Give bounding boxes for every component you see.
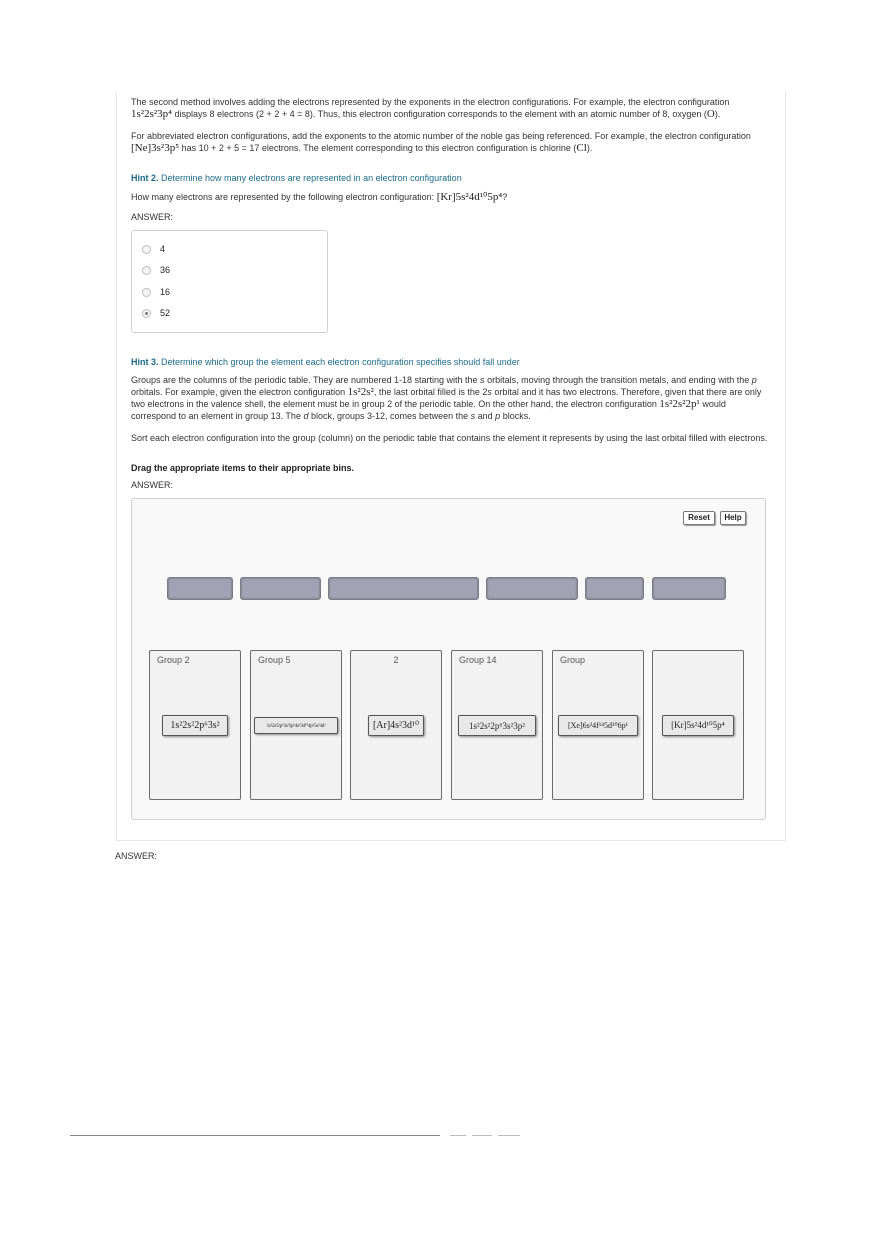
hint-content-panel (116, 92, 786, 841)
hint-3-paragraph-2: Sort each electron configuration into the group (column) on the periodic table that contains the element it represents by using the last orbital filled with electrons. (131, 433, 768, 443)
hint-2-heading[interactable] (131, 172, 771, 184)
item-formula: [Xe]6s²4f¹⁴5d¹⁰6p¹ (567, 721, 629, 730)
hint-2-label: Hint 2. (131, 173, 159, 183)
intro-p2-text2: has 10 + 2 + 5 = 17 electrons. The element corresponding to this electron configuration is chlorine ( (181, 143, 577, 153)
text-run: p (495, 411, 501, 421)
option-label: 16 (160, 287, 171, 297)
footer-divider (70, 1135, 440, 1136)
radio-button[interactable] (142, 245, 151, 254)
hint-3-paragraph-1 (131, 374, 773, 422)
bin-label: 2 (393, 655, 399, 665)
radio-button[interactable] (142, 266, 151, 275)
text-run: d (303, 411, 309, 421)
draggable-item[interactable] (162, 715, 228, 736)
text-run: would correspond to an element in group 13. The (131, 399, 726, 421)
option-label: 36 (160, 265, 171, 275)
footer-dash (450, 1135, 466, 1136)
bin-unlabeled[interactable] (652, 650, 744, 800)
bottom-answer-label: ANSWER: (115, 851, 158, 861)
intro-paragraph-1 (131, 96, 771, 120)
draggable-item[interactable] (368, 715, 424, 736)
text-run: p (751, 375, 757, 385)
draggable-item[interactable] (558, 715, 638, 736)
formula-ne-3s2-3p5: [Ne]3s²3p⁵ (131, 142, 180, 154)
bin-group[interactable] (552, 650, 644, 800)
bin-group-2[interactable] (149, 650, 241, 800)
hint-2-title: Determine how many electrons are represented in an electron configuration (161, 173, 462, 183)
bin-group-14[interactable] (451, 650, 543, 800)
draggable-item[interactable] (458, 715, 536, 736)
text-run: , the last orbital filled is the 2 (373, 387, 488, 397)
empty-item-slot[interactable] (240, 577, 321, 600)
option-label: 4 (160, 244, 166, 254)
text-run: Groups are the columns of the periodic table. They are numbered 1-18 starting with the (131, 375, 478, 385)
hint-3-answer-label: ANSWER: (131, 480, 174, 490)
symbol-chlorine: Cl (576, 142, 587, 154)
radio-button-selected[interactable] (142, 309, 151, 318)
text-run: and (477, 411, 493, 421)
text-run: orbital and it has two electrons. Therefore, given that there are only two electrons in the valence shell, the element must be in group 2 of the periodic table. On the other hand, the electron configuration (131, 387, 762, 409)
hint-2-question-mark: ? (502, 192, 508, 202)
footer-dash (472, 1135, 492, 1136)
hint-3-heading[interactable] (131, 356, 771, 368)
item-formula: 1s²2s²2p⁶3s² (170, 720, 220, 731)
bin-label: Group (560, 655, 586, 665)
option-label: 52 (160, 308, 171, 318)
intro-p1-text: The second method involves adding the electrons represented by the exponents in the electron configurations. For example, the electron configuration (131, 97, 730, 107)
hint-3-title: Determine which group the element each electron configuration specifies should fall under (161, 357, 520, 367)
intro-paragraph-2 (131, 130, 771, 154)
item-formula: [Ar]4s²3d¹⁰ (372, 720, 420, 731)
formula-1s2-2s2-3p4: 1s²2s²3p⁴ (131, 108, 172, 120)
text-run: orbitals. For example, given the electron configuration (131, 387, 346, 397)
empty-item-slot[interactable] (167, 577, 233, 600)
bin-label: Group 2 (157, 655, 190, 665)
empty-item-slot[interactable] (486, 577, 578, 600)
empty-item-slot[interactable] (652, 577, 726, 600)
symbol-oxygen: O (706, 108, 715, 120)
text-run: s (480, 375, 485, 385)
bin-label: Group 14 (459, 655, 497, 665)
text-run: s (470, 411, 476, 421)
text-run: orbitals, moving through the transition metals, and ending with the (487, 375, 750, 385)
intro-p2-end: ). (586, 143, 593, 153)
intro-p1-text2: displays 8 electrons (2 + 2 + 4 = 8). Thus, this electron configuration corresponds to the element with an atomic number of 8, oxygen ( (174, 109, 707, 119)
item-formula: 1s²2s²2p⁶3s²3p⁶4s²3d¹⁰4p⁶5s²4d³ (266, 723, 326, 729)
bin-2[interactable] (350, 650, 442, 800)
hint-2-answer-label: ANSWER: (131, 212, 174, 222)
formula-kr-5s2-4d10-5p4: [Kr]5s²4d¹⁰5p⁴ (436, 191, 503, 203)
drag-instruction: Drag the appropriate items to their appropriate bins. (131, 463, 355, 473)
draggable-item[interactable] (662, 715, 734, 736)
reset-button[interactable]: Reset (683, 511, 715, 525)
text-run: block, groups 3-12, comes between the (311, 411, 469, 421)
option-row[interactable] (142, 242, 165, 256)
item-formula: 1s²2s²2p⁶3s²3p² (469, 720, 525, 731)
bin-group-5[interactable] (250, 650, 342, 800)
option-row[interactable] (142, 306, 170, 320)
formula-1s2-2s2: 1s²2s² (347, 386, 374, 398)
hint-2-question-text: How many electrons are represented by the following electron configuration: (131, 192, 435, 202)
formula-1s2-2s2-2p1: 1s²2s²2p¹ (659, 398, 700, 410)
help-button[interactable]: Help (720, 511, 746, 525)
empty-item-slot[interactable] (328, 577, 479, 600)
item-formula: [Kr]5s²4d¹⁰5p⁴ (671, 720, 725, 730)
hint-2-question (131, 191, 771, 203)
option-row[interactable] (142, 285, 170, 299)
drag-sort-area (131, 498, 766, 820)
hint-3-label: Hint 3. (131, 357, 159, 367)
multiple-choice-box (131, 230, 328, 333)
intro-p1-end: ). (714, 109, 721, 119)
empty-item-slot[interactable] (585, 577, 644, 600)
intro-p2-text: For abbreviated electron configurations, add the exponents to the atomic number of the noble gas being referenced. For example, the electron configuration (131, 131, 751, 141)
text-run: s (487, 387, 492, 397)
footer-dash (498, 1135, 520, 1136)
text-run: blocks. (502, 411, 531, 421)
radio-button[interactable] (142, 288, 151, 297)
option-row[interactable] (142, 263, 170, 277)
draggable-item[interactable] (254, 717, 338, 734)
bin-label: Group 5 (258, 655, 291, 665)
